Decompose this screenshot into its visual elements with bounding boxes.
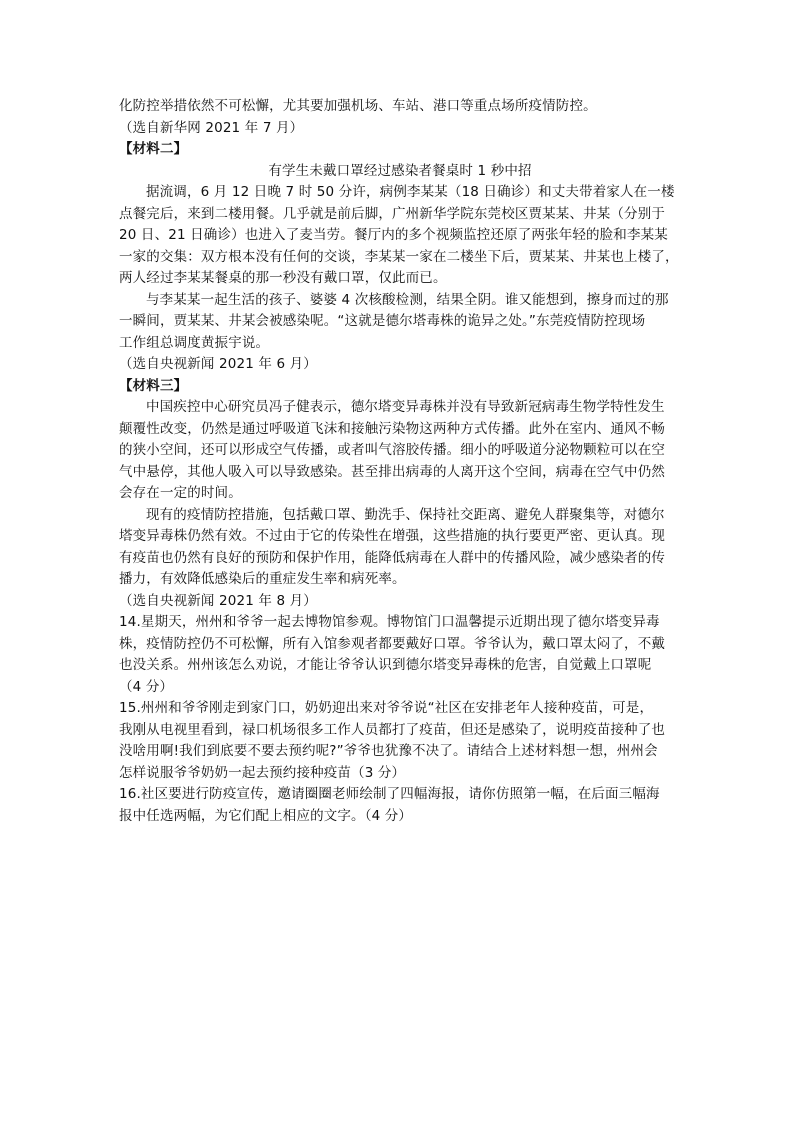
paragraph-line: 据流调，6 月 12 日晚 7 时 50 分许，病例李某某（18 日确诊）和丈夫带着家人在一楼 xyxy=(146,184,675,200)
paragraph-line: 塔变异毒株仍然有效。不过由于它的传染性在增强，这些措施的执行要更严密、更认真。现 xyxy=(119,528,665,544)
source-citation: （选自央视新闻 2021 年 6 月） xyxy=(119,356,317,372)
paragraph-line: 颠覆性改变，仍然是通过呼吸道飞沫和接触污染物这两种方式传播。此外在室内、通风不畅 xyxy=(119,420,665,437)
question-14-score: （4 分） xyxy=(119,678,174,695)
question-15-line: 没啥用啊!我们到底要不要去预约呢?”爷爷也犹豫不决了。请结合上述材料想一想，州州会 xyxy=(119,743,658,759)
paragraph-line: 20 日、21 日确诊）也进入了麦当劳。餐厅内的多个视频监控还原了两张年轻的脸和李某某 xyxy=(119,227,668,243)
paragraph-line: 化防控举措依然不可松懈，尤其要加强机场、车站、港口等重点场所疫情防控。 xyxy=(119,98,597,114)
question-15-line: 怎样说服爷爷奶奶一起去预约接种疫苗（3 分） xyxy=(119,764,406,781)
document-page xyxy=(119,96,681,827)
paragraph-line: 与李某某一起生活的孩子、婆婆 4 次核酸检测，结果全阴。谁又能想到，擦身而过的那 xyxy=(146,291,669,308)
paragraph-line: 现有的疫情防控措施，包括戴口罩、勤洗手、保持社交距离、避免人群聚集等，对德尔 xyxy=(146,506,665,523)
paragraph-line: 两人经过李某某餐桌的那一秒没有戴口罩，仅此而已。 xyxy=(119,270,447,286)
question-16-line: 报中任选两幅，为它们配上相应的文字。（4 分） xyxy=(119,807,413,824)
paragraph-line: 工作组总调度黄振宇说。 xyxy=(119,334,270,351)
source-citation: （选自新华网 2021 年 7 月） xyxy=(119,119,304,136)
paragraph-line: 气中悬停，其他人吸入可以导致感染。甚至排出病毒的人离开这个空间，病毒在空气中仍然 xyxy=(119,463,665,480)
material-3-heading: 【材料三】 xyxy=(119,377,188,394)
paragraph-line: 播力，有效降低感染后的重症发生率和病死率。 xyxy=(119,571,406,587)
question-15-line: 我刚从电视里看到，禄口机场很多工作人员都打了疫苗，但还是感染了，说明疫苗接种了也 xyxy=(119,721,665,738)
paragraph-line: 一家的交集：双方根本没有任何的交谈，李某某一家在二楼坐下后，贾某某、井某也上楼了， xyxy=(119,248,679,265)
paragraph-line: 会存在一定的时间。 xyxy=(119,485,242,501)
material-2-heading: 【材料二】 xyxy=(119,141,188,157)
source-citation: （选自央视新闻 2021 年 8 月） xyxy=(119,592,317,609)
question-16-line: 16.社区要进行防疫宣传，邀请圈圈老师绘制了四幅海报，请你仿照第一幅，在后面三幅海 xyxy=(119,786,660,802)
question-14-line: 也没关系。州州该怎么劝说，才能让爷爷认识到德尔塔变异毒株的危害，自觉戴上口罩呢 xyxy=(119,657,652,673)
question-15-line: 15.州州和爷爷刚走到家门口，奶奶迎出来对爷爷说“社区在安排老年人接种疫苗，可是， xyxy=(119,700,654,716)
question-14-line: 株，疫情防控仍不可松懈，所有入馆参观者都要戴好口罩。爷爷认为，戴口罩太闷了，不戴 xyxy=(119,635,665,652)
paragraph-line: 中国疾控中心研究员冯子健表示，德尔塔变异毒株并没有导致新冠病毒生物学特性发生 xyxy=(146,399,665,415)
paragraph-line: 一瞬间，贾某某、井某会被感染呢。“这就是德尔塔毒株的诡异之处。”东莞疫情防控现场 xyxy=(119,313,646,329)
article-title: 有学生未戴口罩经过感染者餐桌时 1 秒中招 xyxy=(268,162,532,179)
question-14-line: 14.星期天，州州和爷爷一起去博物馆参观。博物馆门口温馨提示近期出现了德尔塔变异毒 xyxy=(119,614,660,630)
paragraph-line: 点餐完后，来到二楼用餐。几乎就是前后脚，广州新华学院东莞校区贾某某、井某（分别于 xyxy=(119,205,665,222)
paragraph-line: 有疫苗也仍然有良好的预防和保护作用，能降低病毒在人群中的传播风险，减少感染者的传 xyxy=(119,549,665,566)
paragraph-line: 的狭小空间，还可以形成空气传播，或者叫气溶胶传播。细小的呼吸道分泌物颗粒可以在空 xyxy=(119,442,665,458)
